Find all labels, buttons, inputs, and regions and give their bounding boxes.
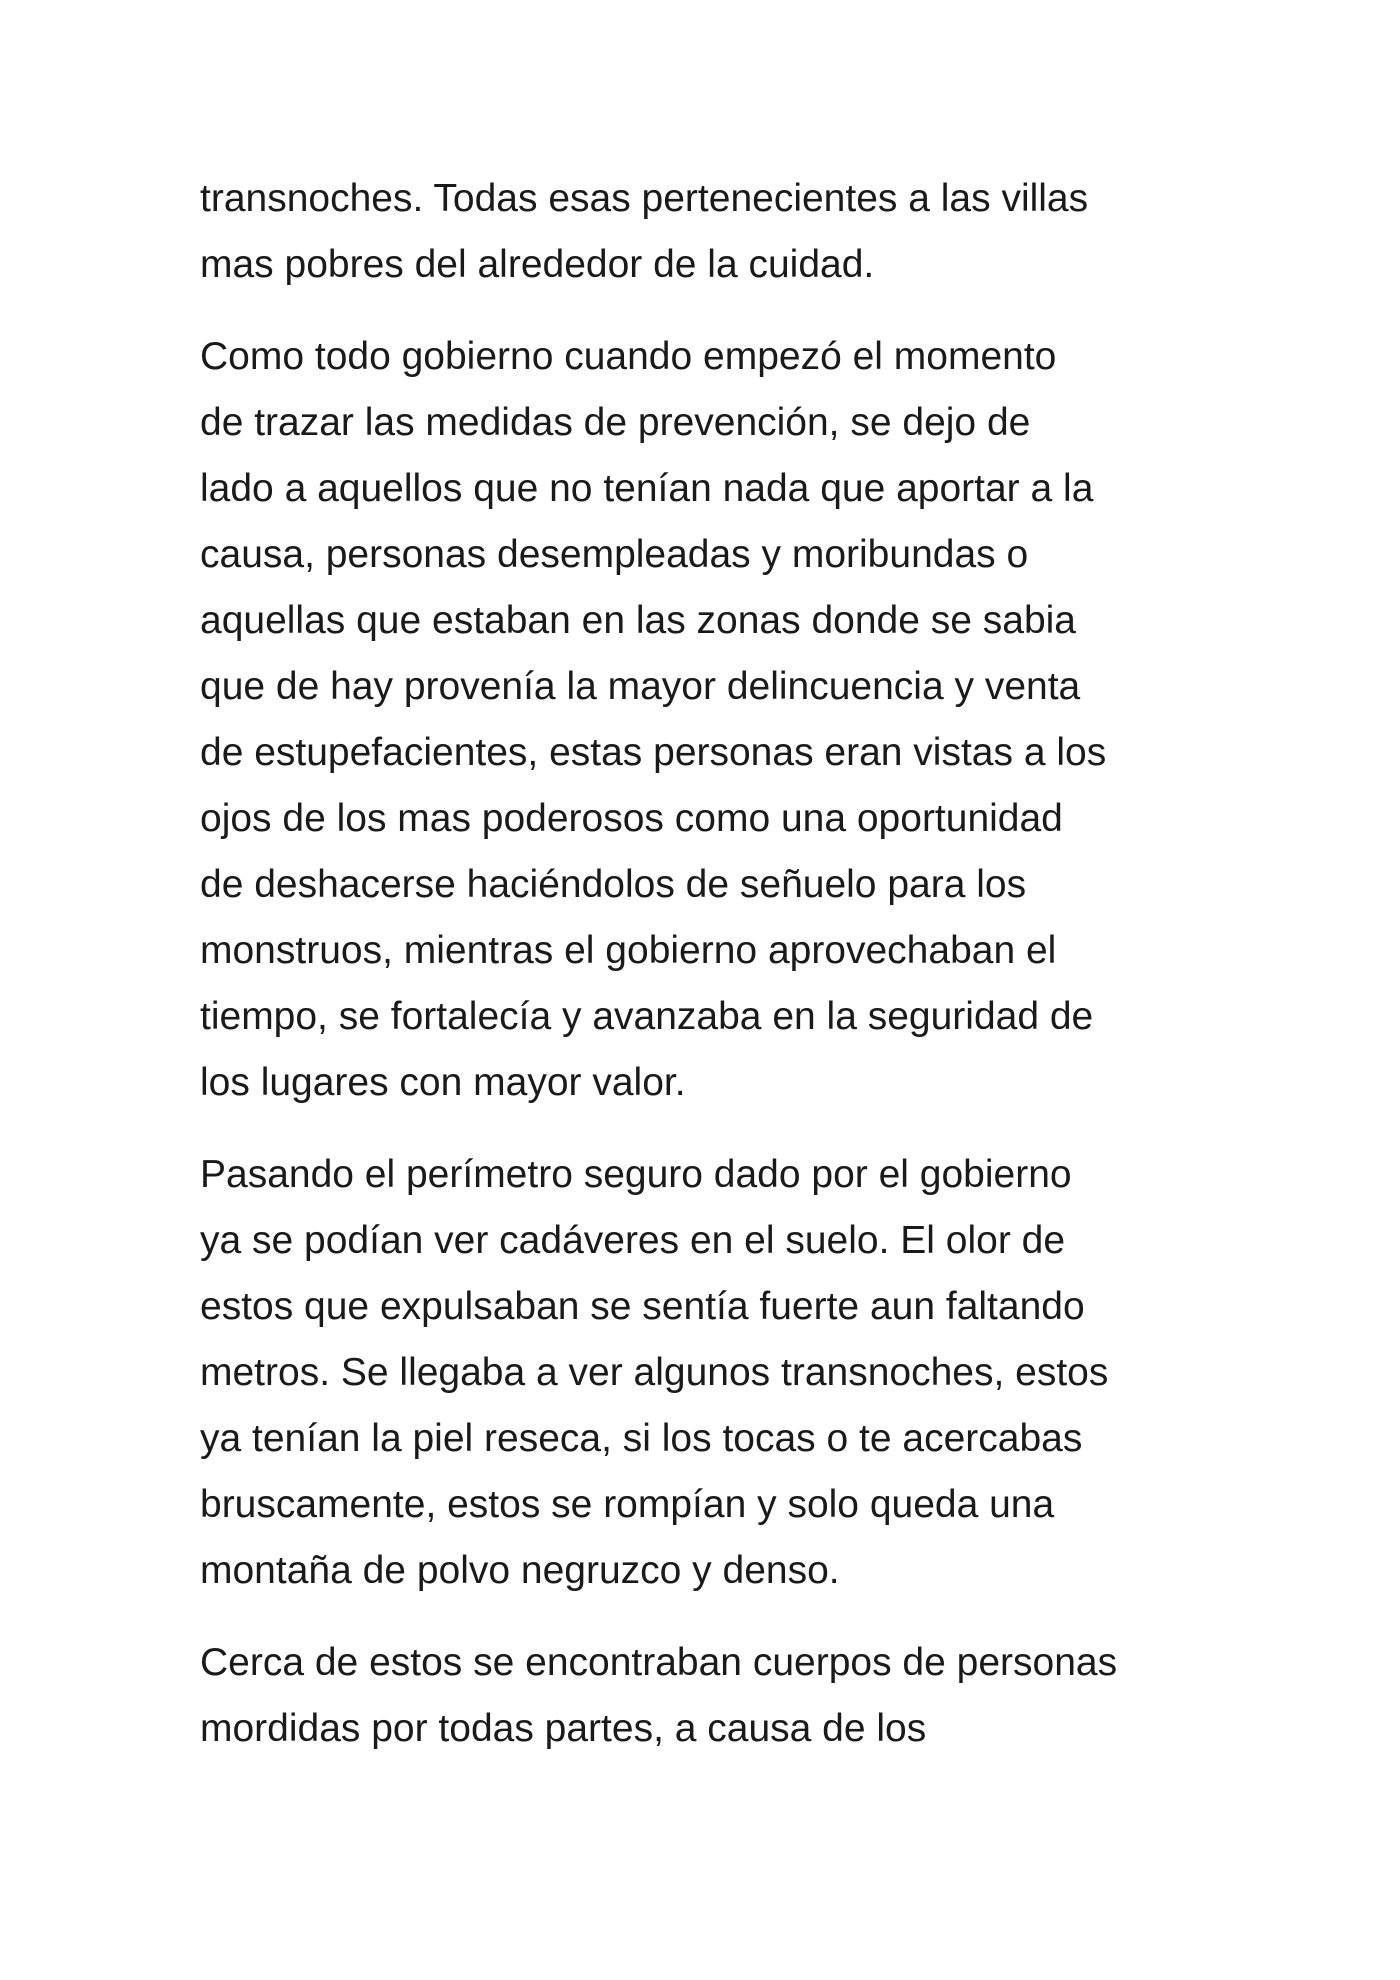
paragraph-3 xyxy=(200,1142,1210,1604)
text-line: mordidas por todas partes, a causa de los xyxy=(200,1707,927,1750)
text-line: mas pobres del alrededor de la cuidad. xyxy=(200,243,875,286)
text-line: transnoches. Todas esas pertenecientes a las villas xyxy=(200,177,1089,220)
paragraph-1 xyxy=(200,166,1210,298)
text-line: lado a aquellos que no tenían nada que aportar a la xyxy=(200,467,1094,510)
text-line: metros. Se llegaba a ver algunos transnoches, estos xyxy=(200,1351,1109,1394)
text-line: aquellas que estaban en las zonas donde se sabia xyxy=(200,599,1076,642)
text-line: que de hay provenía la mayor delincuencia y venta xyxy=(200,665,1081,708)
text-line: montaña de polvo negruzco y denso. xyxy=(200,1549,840,1592)
paragraph-4 xyxy=(200,1630,1210,1762)
text-line: los lugares con mayor valor. xyxy=(200,1061,686,1104)
text-line: ya tenían la piel reseca, si los tocas o te acercabas xyxy=(200,1417,1083,1460)
text-line: bruscamente, estos se rompían y solo queda una xyxy=(200,1483,1055,1526)
text-line: Como todo gobierno cuando empezó el momento xyxy=(200,335,1057,378)
text-line: Cerca de estos se encontraban cuerpos de personas xyxy=(200,1641,1118,1684)
text-line: monstruos, mientras el gobierno aprovechaban el xyxy=(200,929,1057,972)
text-line: ya se podían ver cadáveres en el suelo. El olor de xyxy=(200,1219,1066,1262)
text-line: estos que expulsaban se sentía fuerte aun faltando xyxy=(200,1285,1085,1328)
text-line: tiempo, se fortalecía y avanzaba en la seguridad de xyxy=(200,995,1094,1038)
paragraph-2 xyxy=(200,324,1210,1116)
text-line: de trazar las medidas de prevención, se dejo de xyxy=(200,401,1031,444)
text-line: de estupefacientes, estas personas eran vistas a los xyxy=(200,731,1107,774)
text-line: de deshacerse haciéndolos de señuelo para los xyxy=(200,863,1027,906)
text-line: Pasando el perímetro seguro dado por el gobierno xyxy=(200,1153,1072,1196)
document-body xyxy=(200,166,1210,1788)
text-line: ojos de los mas poderosos como una oportunidad xyxy=(200,797,1063,840)
text-line: causa, personas desempleadas y moribundas o xyxy=(200,533,1029,576)
